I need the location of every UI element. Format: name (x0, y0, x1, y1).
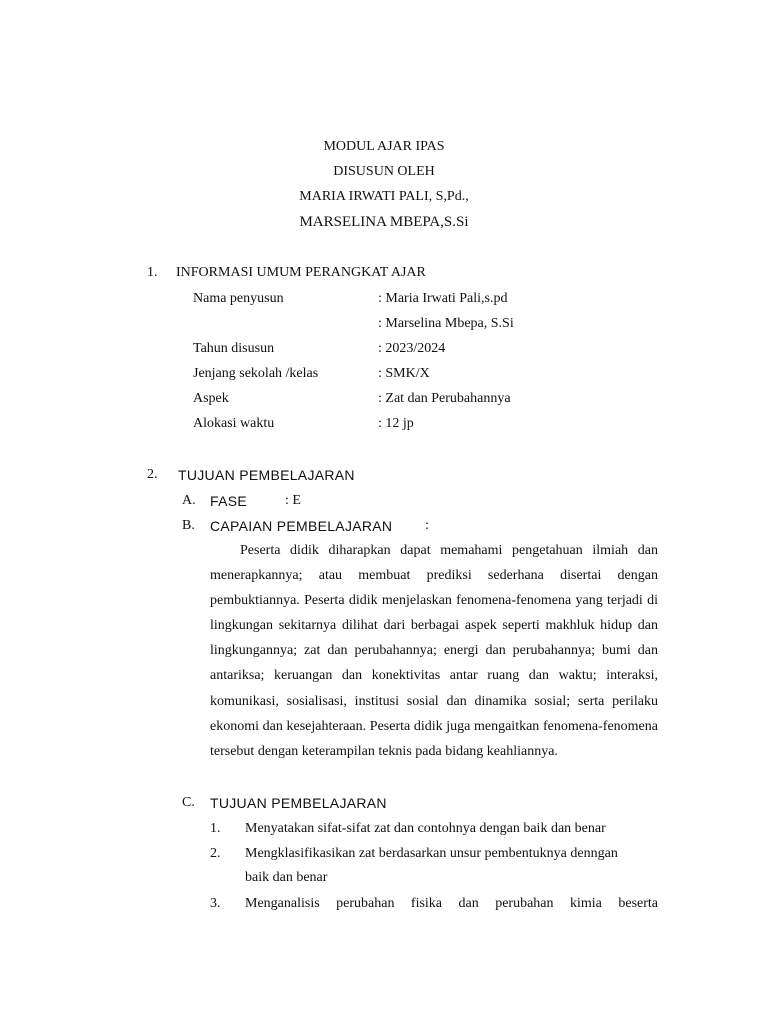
section2-heading: TUJUAN PEMBELAJARAN (178, 467, 355, 483)
subsection-c-letter: C. (182, 795, 195, 810)
info-value: : Zat dan Perubahannya (378, 391, 511, 406)
info-value: : 12 jp (378, 416, 414, 431)
info-value: : 2023/2024 (378, 341, 446, 356)
section1-heading: INFORMASI UMUM PERANGKAT AJAR (176, 265, 426, 280)
learning-outcome-paragraph: Peserta didik diharapkan dapat memahami pengetahuan ilmiah dan menerapkannya; atau membuat prediksi sederhana disertai dengan pembuktiannya. Peserta didik menjelaskan fenomena-fenomena yang terjadi di lingkungan sekitarnya dilihat dari berbagai aspek seperti makhluk hidup dan lingkungannya; zat dan perubahannya; energi dan perubahannya; bumi dan antariksa; keruangan dan konektivitas antar ruang dan waktu; interaksi, komunikasi, sosialisasi, institusi sosial dan dinamika sosial; serta perilaku ekonomi dan kesejahteraan. Peserta didik juga mengaitkan fenomena-fenomena tersebut dengan keterampilan teknis pada bidang keahliannya. (210, 543, 658, 759)
subsection-b-label: CAPAIAN PEMBELAJARAN (210, 518, 393, 534)
objective-number: 3. (210, 896, 221, 911)
objective-text: Mengklasifikasikan zat berdasarkan unsur pembentuknya denngan (245, 846, 618, 861)
objective-number: 2. (210, 846, 221, 861)
info-label: Aspek (193, 391, 229, 406)
compiled-by: DISUSUN OLEH (333, 164, 435, 179)
section1-number: 1. (147, 265, 158, 280)
info-value: : Marselina Mbepa, S.Si (378, 316, 514, 331)
module-title: MODUL AJAR IPAS (323, 139, 445, 154)
subsection-a-label: FASE (210, 493, 247, 509)
objective-number: 1. (210, 821, 221, 836)
subsection-a-value: : E (285, 493, 301, 508)
objective-text: Menganalisis perubahan fisika dan perubahan kimia beserta (245, 896, 658, 911)
objective-text: Menyatakan sifat-sifat zat dan contohnya dengan baik dan benar (245, 821, 606, 836)
author-1: MARIA IRWATI PALI, S,Pd., (299, 189, 469, 204)
subsection-a-letter: A. (182, 493, 196, 508)
info-value: : Maria Irwati Pali,s.pd (378, 291, 508, 306)
subsection-b-colon: : (425, 518, 429, 533)
author-2: MARSELINA MBEPA,S.Si (299, 214, 469, 230)
section2-number: 2. (147, 467, 158, 482)
info-label: Nama penyusun (193, 291, 284, 306)
info-value: : SMK/X (378, 366, 430, 381)
info-label: Jenjang sekolah /kelas (193, 366, 319, 381)
subsection-b-letter: B. (182, 518, 195, 533)
info-label: Tahun disusun (193, 341, 275, 356)
objective-text-continued: baik dan benar (245, 870, 328, 885)
subsection-c-label: TUJUAN PEMBELAJARAN (210, 795, 387, 811)
info-label: Alokasi waktu (193, 416, 275, 431)
